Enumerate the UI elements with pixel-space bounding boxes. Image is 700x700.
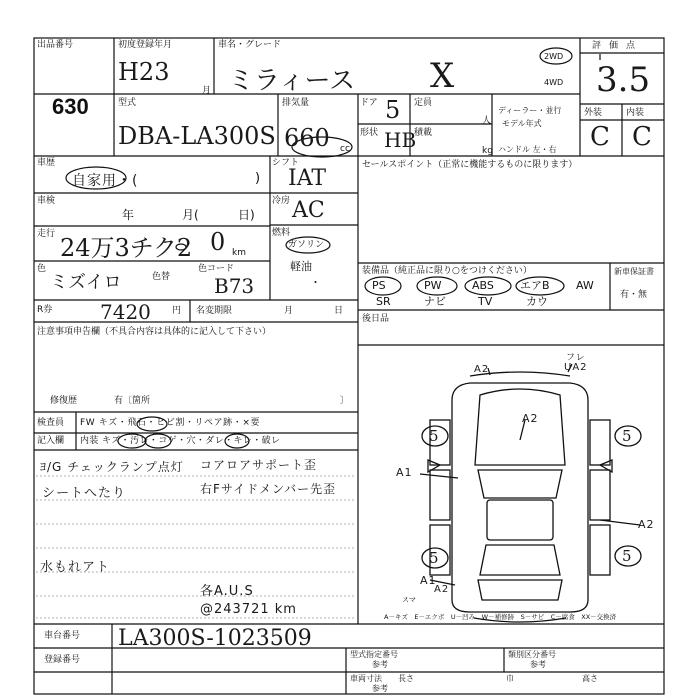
history-label: 車歴 (37, 158, 56, 168)
ext-label: 外装 (584, 108, 603, 118)
diagram-legend: A－キズ E－エクボ U－凹み W－補修跡 S－サビ C－腐食 XX－交換済 (384, 613, 617, 621)
color-code: B73 (214, 274, 255, 298)
diagram-mark-2: フレ (566, 353, 586, 363)
equipment-item-row2-3: カウ (526, 295, 548, 308)
history-close: ) (255, 171, 261, 186)
diagram-mark-5: A1 (396, 466, 413, 479)
car-diagram (420, 364, 640, 622)
name-change-day: 日 (334, 306, 344, 316)
reg-year: H23 (118, 58, 170, 86)
diagram-mark-6: A2 (638, 518, 655, 531)
repair-label: 修復歴 (50, 396, 78, 406)
inspector-fields: FW キズ・飛石・ヒビ割・リペア跡・×要 (80, 418, 261, 428)
reference-2: 参考 (530, 660, 546, 669)
equipment-item-row2-2: TV (478, 295, 493, 308)
followup-label: 後日品 (362, 314, 390, 324)
lot-number: 630 (52, 94, 89, 119)
reference-1: 参考 (372, 660, 388, 669)
model-year-label: モデル年式 (502, 119, 542, 128)
category-label: 類別区分番号 (508, 650, 556, 659)
equipment-label: 装備品（純正品に限り○をつけください） (362, 266, 532, 276)
tyre-mark-fr: 5 (622, 427, 632, 445)
shaken-label: 車検 (37, 196, 56, 206)
shaken-year: 年 (122, 208, 135, 222)
color-change-label: 色替 (152, 272, 171, 282)
ext-grade: C (590, 122, 610, 152)
shaken-month: 月( (182, 208, 199, 222)
model-designation-label: 型式指定番号 (350, 650, 398, 659)
tyre-mark-fl: 5 (429, 427, 439, 445)
entry-label: 記入欄 (37, 436, 65, 446)
equipment-item-2: ABS (472, 279, 494, 292)
height-label: 高さ (582, 674, 598, 683)
equipment-item-row2-0: SR (376, 295, 391, 308)
repair-value: 有〔箇所 (114, 396, 151, 406)
shift-label: シフト (272, 158, 300, 168)
body-label: 形状 (360, 128, 379, 138)
fuel-diesel: 軽油 (290, 260, 312, 273)
note-4: 右Fサイドメンバー先歪 (200, 482, 337, 496)
color-code-label: 色コード (198, 264, 235, 274)
equipment-item-3: エアB (520, 279, 550, 292)
note-1: ﾖ/G チェックランプ点灯 (40, 460, 184, 474)
equipment-item-1: PW (424, 279, 442, 292)
tyre-mark-rl: 5 (429, 549, 439, 567)
model-name: ミラィース (228, 66, 356, 96)
note-5: 水もれアト (40, 560, 111, 575)
fuel-gas: ガソリン (288, 240, 325, 250)
diagram-mark-3: UA2 (564, 362, 588, 373)
note-3: シートへたり (42, 486, 127, 501)
note-7: @243721 km (200, 602, 297, 617)
body-shape: HB (384, 128, 417, 152)
name-change-month: 月 (284, 306, 294, 316)
displacement-label: 排気量 (282, 98, 310, 108)
equipment-item-row2-1: ナビ (424, 295, 446, 308)
diagram-mark-4: A2 (522, 412, 539, 425)
displacement-unit: cc (340, 144, 350, 154)
displacement: 660 (284, 124, 330, 152)
score-label: 評価点 (592, 41, 644, 51)
equipment-item-0: PS (372, 279, 386, 292)
score: 3.5 (596, 60, 651, 100)
warranty-value: 有・無 (620, 290, 648, 300)
equipment-item-4: AW (576, 279, 594, 292)
length-label: 長さ (398, 674, 414, 683)
recycle-unit: 円 (172, 306, 182, 316)
drive-4wd: 4WD (544, 78, 564, 87)
diagram-mark-1: A2 (474, 364, 490, 375)
handle-label: ハンドル 左・右 (498, 145, 557, 154)
history-value: 自家用・( (72, 173, 139, 189)
notes-label: 注意事項申告欄（不具合内容は具体的に記入して下さい） (37, 327, 272, 337)
recycle-label: R券 (37, 305, 53, 315)
lot-label: 出品番号 (37, 40, 74, 50)
name-change-label: 名変期限 (196, 306, 233, 316)
shaken-day: 日) (238, 208, 255, 222)
drive-2wd: 2WD (544, 52, 564, 61)
capacity-label: 定員 (414, 98, 433, 108)
mileage-unit: km (232, 248, 246, 258)
grade: X (430, 56, 455, 96)
mileage-value: 24万3チク2 (60, 234, 193, 262)
dimensions-label: 車両寸法 (350, 674, 382, 683)
reg-num-label: 登録番号 (44, 655, 81, 665)
shift-value: IAT (288, 166, 327, 191)
doors: 5 (385, 96, 401, 124)
reg-month-unit: 月 (202, 86, 212, 96)
diagram-mark-7: A1 (420, 574, 437, 587)
chassis-type: DBA-LA300S (118, 122, 276, 150)
recycle-value: 7420 (100, 300, 151, 324)
color-label: 色 (37, 264, 47, 274)
note-6: 各A.U.S (200, 584, 254, 599)
width-label: 巾 (506, 674, 514, 683)
note-2: コアロアサポート歪 (200, 458, 318, 472)
repair-close: 〕 (340, 396, 350, 406)
fuel-other: ・ (310, 276, 321, 289)
entry-fields: 内装 キズ・汚レ・コゲ・穴・ダレ・キレ・破レ (80, 436, 281, 446)
diagram-mark-8: A2 (434, 584, 450, 595)
int-label: 内装 (626, 108, 645, 118)
warranty-label: 新車保証書 (614, 267, 654, 276)
sales-point-label: セールスポイント（正常に機能するものに限ります） (362, 160, 578, 170)
reference-3: 参考 (372, 684, 388, 693)
capacity-unit: 人 (482, 116, 492, 126)
reg-date-label: 初度登録年月 (118, 40, 173, 50)
inspector-label: 検査員 (37, 418, 65, 428)
mileage-label: 走行 (37, 229, 56, 239)
doors-label: ドア (360, 98, 378, 108)
ac-label: 冷房 (272, 196, 291, 206)
chassis-number: LA300S-1023509 (118, 626, 312, 651)
int-grade: C (632, 122, 652, 152)
dealer-label: ディーラー・並行 (498, 106, 562, 115)
load-unit: kg (482, 146, 493, 156)
fuel-label: 燃料 (272, 228, 291, 238)
type-label: 型式 (118, 98, 137, 108)
mileage-extra: 0 (210, 228, 226, 256)
chassis-num-label: 車台番号 (44, 631, 81, 641)
load-label: 積載 (414, 128, 433, 138)
ac-value: AC (292, 198, 325, 223)
model-label: 車名・グレード (218, 40, 282, 50)
diagram-mark-9: スマ (402, 596, 416, 604)
color-value: ミズイロ (50, 272, 122, 293)
tyre-mark-rr: 5 (622, 547, 632, 565)
